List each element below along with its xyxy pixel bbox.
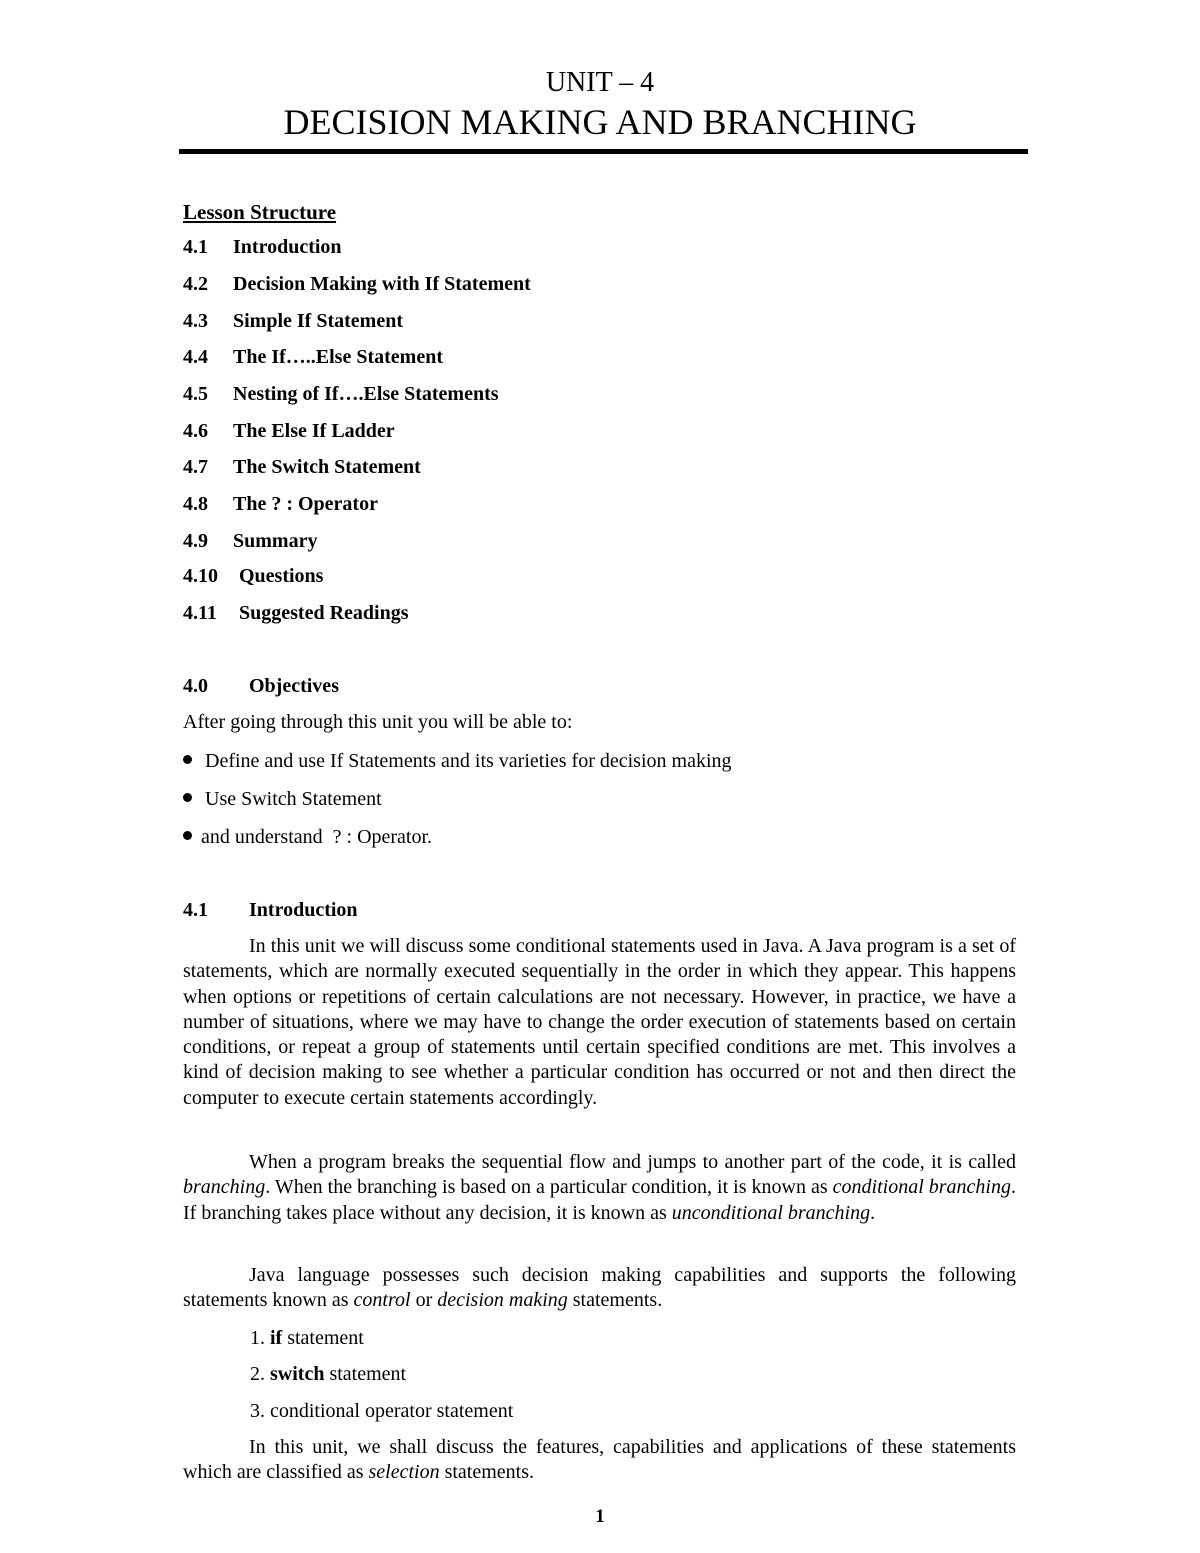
toc-item [183, 382, 499, 406]
unit-label: UNIT – 4 [545, 67, 655, 98]
keyword: if [270, 1327, 283, 1349]
paragraph-text: or [410, 1289, 438, 1312]
toc-number: 4.3 [183, 310, 208, 332]
toc-number: 4.7 [183, 456, 208, 478]
paragraph-text: . If branching takes place without any decision, it is known as [183, 1176, 1016, 1224]
paragraph-text: statements. [439, 1461, 535, 1484]
objectives-heading [183, 674, 339, 698]
intro-paragraph-3 [183, 1263, 1016, 1314]
toc-number: 4.1 [183, 236, 208, 258]
list-text: statement [282, 1327, 364, 1349]
toc-item [183, 529, 317, 553]
toc-label: Simple If Statement [233, 310, 403, 332]
paragraph-text: In this unit, we shall discuss the features, capabilities and applications of these statements which are classified as [183, 1436, 1016, 1484]
term-selection: selection [368, 1461, 440, 1484]
introduction-heading [183, 898, 358, 922]
objective-bullet [183, 825, 432, 849]
statement-list-item [250, 1362, 406, 1386]
toc-number: 4.4 [183, 346, 208, 368]
term-decision-making: decision making [437, 1289, 568, 1312]
term-unconditional-branching: unconditional branching [671, 1201, 871, 1224]
list-text: statement [324, 1363, 407, 1385]
term-control: control [353, 1289, 411, 1312]
list-text: conditional operator statement [270, 1400, 514, 1422]
list-number: 3. [250, 1400, 270, 1422]
toc-label: Decision Making with If Statement [233, 273, 531, 295]
toc-number: 4.10 [183, 565, 218, 587]
paragraph-text: . [870, 1201, 876, 1224]
objectives-intro: After going through this unit you will be able to: [183, 711, 573, 733]
toc-label: Suggested Readings [239, 602, 409, 624]
list-number: 1. [250, 1327, 270, 1349]
toc-number: 4.6 [183, 420, 208, 442]
page-number: 1 [595, 1506, 605, 1527]
toc-item [183, 309, 403, 333]
toc-item [183, 419, 395, 443]
keyword: switch [270, 1363, 325, 1385]
toc-label: Nesting of If….Else Statements [233, 383, 499, 405]
toc-number: 4.8 [183, 493, 208, 515]
toc-label: The Switch Statement [233, 456, 421, 478]
toc-number: 4.2 [183, 273, 208, 295]
paragraph-text: Java language possesses such decision making capabilities and supports the following statements known as [183, 1264, 1016, 1312]
bullet-icon [183, 831, 192, 840]
statement-list-item [250, 1326, 364, 1350]
toc-label: The If…..Else Statement [233, 346, 443, 368]
paragraph-text: When a program breaks the sequential flow and jumps to another part of the code, it is called [249, 1151, 1016, 1173]
page-title: DECISION MAKING AND BRANCHING [283, 102, 917, 142]
paragraph-text: . When the branching is based on a particular condition, it is known as [265, 1176, 833, 1199]
bullet-icon [183, 755, 192, 764]
section-title: Objectives [249, 675, 339, 697]
toc-item [183, 601, 408, 625]
toc-label: Summary [233, 530, 318, 552]
intro-paragraph-4 [183, 1435, 1016, 1486]
paragraph-text: statements. [567, 1289, 663, 1312]
toc-item [183, 564, 323, 588]
term-conditional-branching: conditional branching [832, 1176, 1011, 1199]
objective-bullet [183, 749, 732, 773]
intro-paragraph-2 [183, 1150, 1016, 1226]
title-rule [179, 149, 1028, 154]
section-number: 4.0 [183, 675, 208, 697]
bullet-icon [183, 793, 192, 802]
lesson-structure-heading: Lesson Structure [183, 200, 337, 224]
section-title: Introduction [249, 899, 358, 921]
toc-number: 4.9 [183, 530, 208, 552]
toc-label: Introduction [233, 236, 342, 258]
statement-list-item [250, 1399, 513, 1423]
toc-number: 4.5 [183, 383, 208, 405]
term-branching: branching [183, 1176, 266, 1199]
toc-label: Questions [239, 565, 324, 587]
paragraph-text: In this unit we will discuss some conditional statements used in Java. A Java program is a set of statements, which are normally executed sequentially in the order in which they appear. This happens when options or repetitions of certain calculations are not necessary. However, in practice, we have a number of situations, where we may have to change the order execution of statements based on certain conditions, or repeat a group of statements until certain specified conditions are met. This involves a kind of decision making to see whether a particular condition has occurred or not and then direct the computer to execute certain statements accordingly. [183, 935, 1016, 1109]
intro-paragraph-1 [183, 934, 1016, 1111]
toc-label: The Else If Ladder [233, 420, 395, 442]
bullet-text: Define and use If Statements and its varieties for decision making [205, 750, 732, 772]
bullet-text: Use Switch Statement [205, 788, 382, 810]
section-number: 4.1 [183, 899, 208, 921]
toc-label: The ? : Operator [233, 493, 378, 515]
toc-item [183, 235, 342, 259]
list-number: 2. [250, 1363, 270, 1385]
bullet-text: and understand ? : Operator. [201, 826, 433, 848]
toc-item [183, 492, 378, 516]
objective-bullet [183, 787, 382, 811]
toc-item [183, 455, 421, 479]
toc-item [183, 272, 531, 296]
toc-item [183, 345, 443, 369]
toc-number: 4.11 [183, 602, 217, 624]
